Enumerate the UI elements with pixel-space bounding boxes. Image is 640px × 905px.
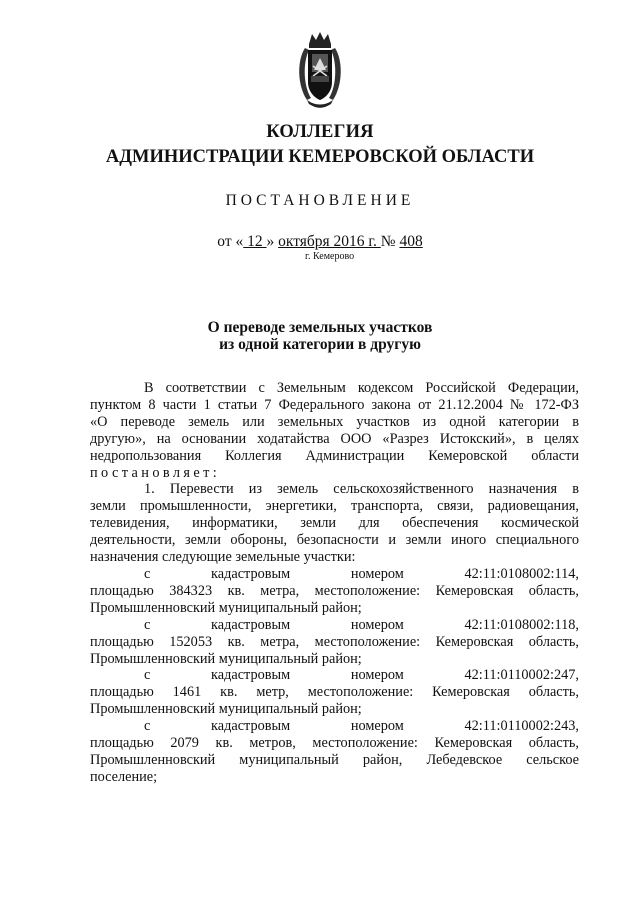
plot-line: Промышленновский муниципальный район; (90, 599, 362, 616)
date-month-year: октября 2016 г. (278, 233, 381, 250)
intro-paragraph (90, 380, 579, 481)
org-title-line2: АДМИНИСТРАЦИИ КЕМЕРОВСКОЙ ОБЛАСТИ (105, 147, 535, 167)
intro-line: недропользования Коллегия Администрации Кемеровской области (90, 447, 579, 464)
item1-paragraph (90, 481, 579, 566)
plot2-paragraph (90, 617, 579, 668)
postanovlyaet-word: постановляет: (90, 464, 221, 481)
intro-line: «О переводе земель или земельных участков из одной категории в (90, 413, 579, 430)
intro-line: другую», на основании ходатайства ООО «Разрез Истокский», в целях (90, 430, 579, 447)
plot-line: Промышленновский муниципальный район; (90, 701, 362, 718)
plot-line: Промышленновский муниципальный район, Лебедевское сельское (90, 751, 579, 768)
date-number-line (0, 233, 640, 251)
item1-line: телевидения, информатики, земли для обеспечения космической (90, 515, 579, 532)
document-body (90, 380, 579, 786)
plot-line: площадью 152053 кв. метра, местоположение: Кемеровская область, (90, 633, 579, 650)
org-title-line1: КОЛЛЕГИЯ (266, 122, 374, 142)
date-prefix: от « (217, 233, 244, 250)
document-number: 408 (399, 233, 423, 250)
plot-line: площадью 2079 кв. метров, местоположение: Кемеровская область, (90, 735, 579, 752)
city-label: г. Кемерово (305, 251, 355, 262)
plot-line: Промышленновский муниципальный район; (90, 650, 362, 667)
coat-of-arms-emblem (295, 30, 345, 110)
item1-line: назначения следующие земельные участки: (90, 549, 356, 566)
plot-line: с кадастровым номером 42:11:0108002:114, (144, 565, 579, 582)
item1-line: 1. Перевести из земель сельскохозяйственного назначения в (144, 481, 579, 498)
date-day: 12 (243, 233, 267, 250)
plot-line: с кадастровым номером 42:11:0108002:118, (144, 616, 579, 633)
document-subject (0, 319, 640, 353)
plot-line: площадью 1461 кв. метр, местоположение: Кемеровская область, (90, 684, 579, 701)
intro-line: В соответствии с Земельным кодексом Российской Федерации, (144, 380, 579, 396)
plot4-paragraph (90, 718, 579, 786)
subject-line2: из одной категории в другую (219, 336, 421, 353)
item1-line: земли промышленности, энергетики, транспорта, связи, радиовещания, (90, 498, 579, 515)
plot-line: с кадастровым номером 42:11:0110002:247, (144, 667, 579, 684)
item1-line: деятельности, земли обороны, безопасности и земли иного специального (90, 532, 579, 549)
plot3-paragraph (90, 667, 579, 718)
plot-line: поселение; (90, 768, 158, 785)
plot1-paragraph (90, 566, 579, 617)
plot-line: с кадастровым номером 42:11:0110002:243, (144, 718, 579, 735)
intro-line: пунктом 8 части 1 статьи 7 Федерального закона от 21.12.2004 № 172-ФЗ (90, 396, 579, 413)
subject-line1: О переводе земельных участков (207, 319, 433, 336)
plot-line: площадью 384323 кв. метра, местоположение: Кемеровская область, (90, 582, 579, 599)
document-type: ПОСТАНОВЛЕНИЕ (225, 192, 415, 209)
number-sign: № (380, 233, 400, 250)
date-mid: » (266, 233, 279, 250)
